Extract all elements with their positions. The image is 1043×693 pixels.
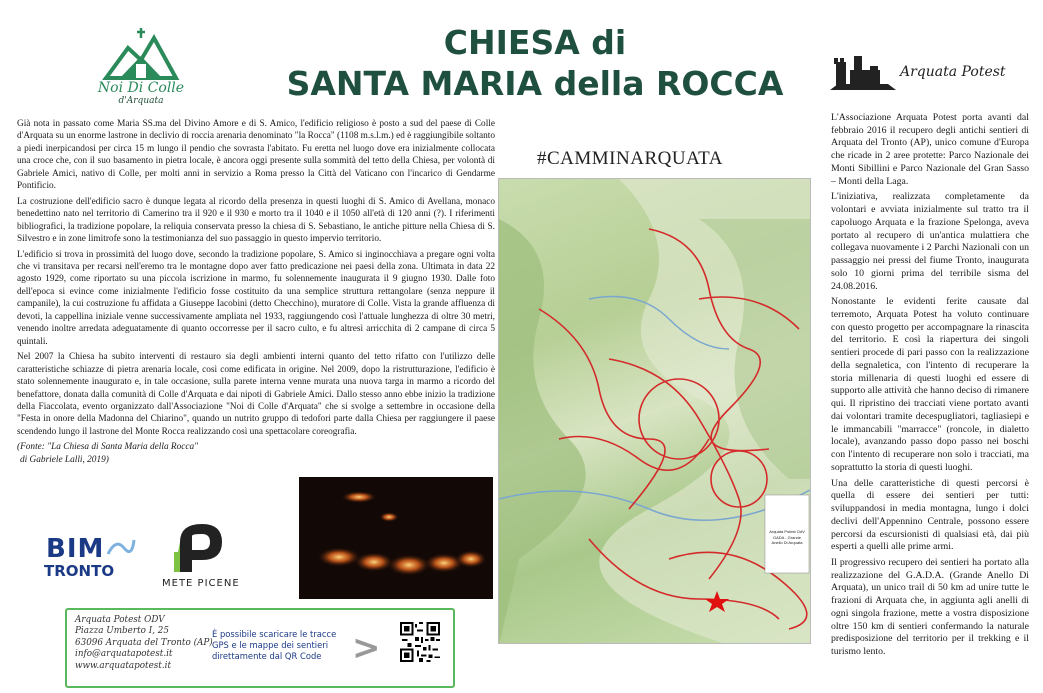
page-title: [240, 22, 830, 105]
mountain-church-icon: [98, 26, 184, 86]
association-text: [831, 112, 1029, 662]
mete-picene-mark-icon: [174, 522, 254, 576]
noi-di-colle-logo: [96, 26, 186, 106]
map-legend: [767, 529, 807, 546]
map-legend-subtitle: GADA - Grande Anello Di Arquata: [771, 534, 803, 546]
map-legend-title: Arquata Potest OdV: [769, 529, 805, 534]
tronto-text: TRONTO: [44, 562, 115, 580]
bim-tronto-logo: [40, 532, 136, 586]
address-line: 63096 Arquata del Tronto (AP): [75, 637, 213, 648]
title-line-2: SANTA MARIA della ROCCA: [286, 64, 784, 104]
address-line: Arquata Potest ODV: [75, 615, 165, 625]
arrow-right-icon: >: [352, 628, 381, 668]
contact-box: [65, 608, 455, 688]
address-line: Piazza Umberto I, 25: [75, 626, 169, 637]
history-paragraph: La costruzione dell'edificio sacro è dunque legata al ricordo della presenza in questi luoghi di S. Amico di Avellana, monaco benedettino nato nel territorio di Camerino tra il 920 e il 930 e morto tra il 1040 e il 1050 all'età di 120 anni (?). I riferimenti bibliografici, la tradizione popolare, la reliquia conservata presso la chiesa di S. Sebastiano, le antiche pitture nella Chiesa di S. Silvestro e in zone limitrofe sono la testimonianza del suo passaggio in questo impervio territorio.: [17, 196, 495, 245]
association-paragraph: Una delle caratteristiche di questi percorsi è quella di essere dei sentieri per tutti: sviluppandosi in media montagna, lungo i dolci declivi dell'Appennino Centrale, possono essere percorsi da escursionisti di qualsiasi età, dai più esperti a quelli alle prime armi.: [831, 477, 1029, 553]
history-paragraph: Nel 2007 la Chiesa ha subito interventi di restauro sia degli ambienti interni quanto del tetto rifatto con l'utilizzo delle caratteristiche schiazze di pietra arenaria locale, così come edificata in origine. Nel 2009, dopo la ristrutturazione, l'edificio è stato solennemente inaugurato e, in tale occasione, sulla parete interna venne murata una nuova targa in marmo a ricordo del benefattore, donata dalla comunità di Colle d'Arquata e dai nipoti di Gabriele Amici. Dallo stesso anno ebbe inizio la tradizione della Fiaccolata, evento organizzato dall'Associazione "Noi di Colle d'Arquata" che si svolge a settembre in occasione della "Festa in onore della Madonna del Chiarino", quando un nutrito gruppo di tedofori parte dalla Chiesa per raggiungere il paese scendendo lungo il lastrone del Monte Rocca realizzando così una spettacolare coreografia.: [17, 352, 495, 437]
association-paragraph: Il progressivo recupero dei sentieri ha portato alla realizzazione del G.A.D.A. (Grande Anello Di Arquata), un unico trail di 50 km ad unire tutte le frazioni di Arquata che, in aggiunta agli anelli di ogni singola frazione, mette a vostra disposizione oltre 150 km di sentieri confermando la naturale predisposizione del territorio per il trekking e il turismo lento.: [831, 556, 1029, 658]
website-link[interactable]: www.arquatapotest.it: [75, 660, 171, 671]
wave-icon: [106, 534, 136, 560]
association-paragraph: L'Associazione Arquata Potest porta avanti dal febbraio 2016 il recupero degli antichi sentieri di Arquata del Tronto (AP), unico comune d'Europa che ricade in 2 aree protette: Parco Nazionale dei Monti Sibillini e Parco Nazionale del Gran Sasso – Monti della Laga.: [831, 112, 1029, 187]
source-line-2: di Gabriele Lalli, 2019): [20, 454, 109, 465]
bim-text: BIM: [46, 534, 105, 564]
logo-left-name: Noi Di Colle: [97, 80, 185, 96]
contact-address: [75, 615, 213, 672]
title-line-1: CHIESA di: [443, 23, 627, 62]
mete-picene-logo: [160, 522, 270, 594]
castle-icon: [830, 52, 896, 92]
history-text: [17, 118, 495, 466]
arquata-potest-logo: [830, 52, 1030, 92]
source-citation: [17, 441, 495, 466]
logo-left-sub: d'Arquata: [118, 96, 164, 106]
logo-right-name: Arquata Potest: [900, 64, 1006, 80]
mete-picene-label: METE PICENE: [162, 578, 240, 589]
hashtag: #CAMMINARQUATA: [537, 148, 723, 169]
download-note: È possibile scaricare le tracce GPS e le mappe dei sentieri direttamente dal QR Code: [212, 629, 337, 661]
source-line-1: (Fonte: "La Chiesa di Santa Maria della Rocca": [17, 442, 199, 453]
association-paragraph: Nonostante le evidenti ferite causate dal terremoto, Arquata Potest ha voluto continuare con questo progetto per accompagnare la rinascita del territorio. E così la riapertura dei singoli sentieri procede di pari passo con la realizzazione della segnaletica, con l'intento di recuperare la storia millenaria di questi luoghi ed essere di supporto alle attività che hanno deciso di rimanere qui. Il ripristino dei tracciati viene portato avanti dai volontari tramite decespugliatori, tagliasiepi e le immancabili "marracce" (roncole, in dialetto locale), avanzando passo dopo passo nei boschi con l'intento di recuperare non solo i tracciati, ma soprattutto la storia di questi luoghi.: [831, 296, 1029, 473]
torch-procession-photo: [299, 477, 493, 599]
trail-map-graphic: [499, 179, 811, 644]
association-paragraph: L'iniziativa, realizzata completamente da volontari e avviata inizialmente sul tratto tra il capoluogo Arquata e la frazione Spelonga, aveva portato al recupero di un'antica mulattiera che collegava nuovamente i 2 Parchi Nazionali con un passaggio nei pressi del fiume Tronto, inaugurata solo 10 giorni prima del terribile sisma del 24.08.2016.: [831, 191, 1029, 292]
torchlight-image: [299, 477, 493, 599]
history-paragraph: Già nota in passato come Maria SS.ma del Divino Amore e di S. Amico, l'edificio religioso è posto a sud del paese di Colle d'Arquata su un enorme lastrone in declivio di roccia arenaria denominato "la Rocca" (1108 m.s.l.m.) ed è raggiungibile soltanto a piedi inerpicandosi per circa 15 m lungo il pendio che sovrasta l'abitato. Fu eretta nel luogo dove era inizialmente collocata una croce che, con il suo basamento in pietra locale, è ancora oggi presente sulla sommità del tetto della Chiesa, per volontà di Gabriele Amici, nativo di Colle, per molti anni in servizio a Roma presso la Città del Vaticano con l'incarico di Gendarme Pontificio.: [17, 119, 495, 192]
history-paragraph: L'edificio si trova in prossimità del luogo dove, secondo la tradizione popolare, S. Amico si inginocchiava a pregare ogni volta che vi transitava per recarsi nell'eremo tra le montagne dopo aver fatto predicazione nei paesi della zona. Ultimata in data 22 agosto 1929, come riportato su una piccola iscrizione in marmo, fu solennemente inaugurata il 9 giugno 1930. Dalle foto dell'epoca si evince come inizialmente l'edificio fosse costituito da una semplice struttura rettangolare (senza neppure il campanile), la cui costruzione fu affidata a Giuseppe Iacobini (detto Checchino), muratore di Colle. Vista la grande affluenza di devoti, la cappellina iniziale venne successivamente ampliata nel 1933, raggiungendo così l'attuale lunghezza di oltre 30 metri, venendo inoltre arredata adeguatamente di quanto occorresse per il sacro culto, e fu altresì arricchita di 2 campane di circa 5 quintali.: [17, 249, 495, 347]
trail-map: [498, 178, 811, 644]
email-link[interactable]: info@arquatapotest.it: [75, 649, 173, 660]
qr-code[interactable]: [400, 622, 440, 662]
